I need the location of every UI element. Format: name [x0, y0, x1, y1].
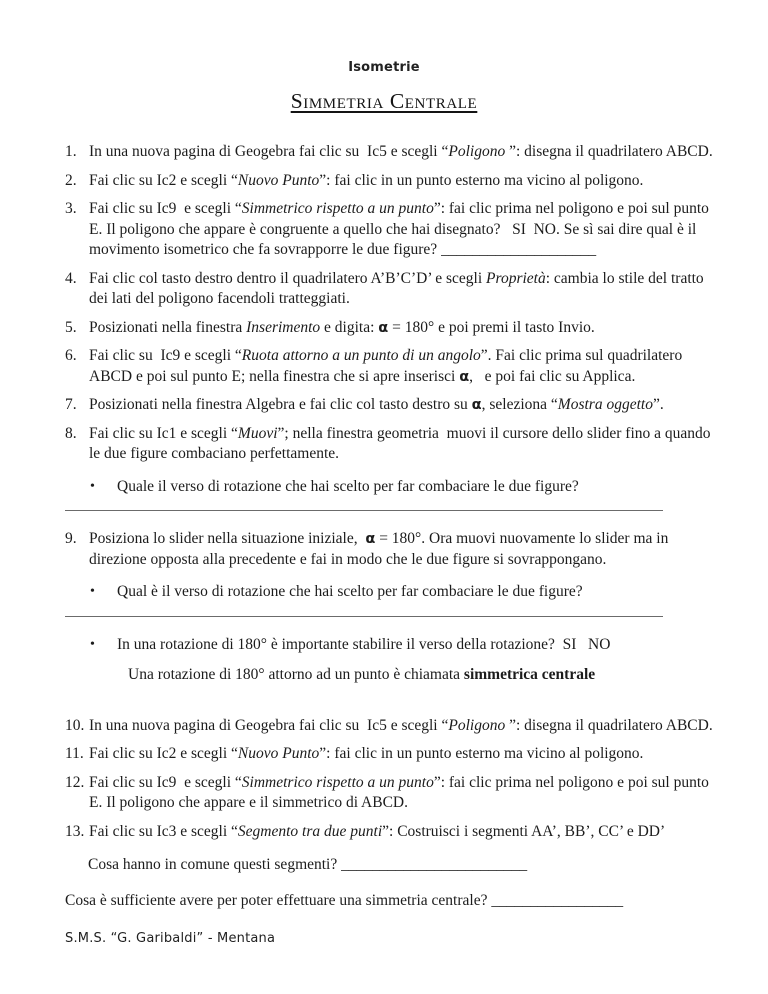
item-text [89, 822, 716, 843]
text-segment: e digita: [320, 318, 379, 336]
text-segment: Inserimento [246, 318, 321, 336]
item-number: 5. [65, 318, 77, 336]
text-segment: Fai clic su Ic1 e scegli “ [89, 424, 238, 442]
answer-line [65, 507, 663, 511]
text-segment: Simmetrico rispetto a un punto [241, 773, 434, 791]
text-segment: ”: fai clic prima nel poligono e poi sul punto E. Il poligono che appare è congruente a quello che hai disegnato? SI NO. Se sì sai dire qual è il movimento isometrico che fa sovrapporre le due figure? ____________________ [89, 200, 709, 258]
text-segment: Muovi [237, 424, 278, 442]
numbered-item [65, 773, 716, 814]
section-gap [65, 686, 716, 716]
item-number: 9. [65, 530, 77, 547]
bullet-item [65, 477, 716, 498]
text-segment: Qual è il verso di rotazione che hai scelto per far combaciare le due figure? [117, 583, 583, 600]
item-number: 2. [65, 171, 77, 189]
text-segment: ”: disegna il quadrilatero ABCD. [509, 716, 713, 734]
paragraph [65, 665, 716, 686]
alpha-symbol: α [378, 319, 389, 336]
item-number: 13. [65, 822, 85, 840]
text-segment: Quale il verso di rotazione che hai scelto per far combaciare le due figure? [117, 477, 579, 495]
text-segment: Fai clic su Ic9 e scegli “ [89, 773, 242, 791]
text-segment: Poligono [448, 143, 510, 160]
numbered-item [65, 142, 716, 163]
text-segment: Posizionati nella finestra Algebra e fai clic col tasto destro su [89, 396, 472, 413]
doc-header: Isometrie [348, 60, 420, 75]
item-text [89, 171, 716, 192]
paragraph [65, 891, 716, 912]
text-segment: Simmetrico rispetto a un punto [241, 200, 434, 217]
text-segment: = 180°. Ora muovi nuovamente lo slider ma in direzione opposta alla precedente e fai in modo che le due figure si sovrappongano. [89, 530, 669, 568]
bullet-text [117, 477, 716, 498]
text-segment: Posiziona lo slider nella situazione iniziale, [89, 530, 366, 547]
numbered-item [65, 395, 716, 416]
bullet-text [117, 582, 716, 603]
item-text [89, 424, 716, 465]
alpha-symbol: α [471, 397, 482, 413]
text-segment: ”; nella finestra geometria muovi il cursore dello slider fino a quando le due figure combaciano perfettamente. [89, 424, 711, 462]
item-number: 3. [65, 200, 77, 217]
text-segment: ”. Fai clic prima sul quadrilatero ABCD e poi sul punto E; nella finestra che si apre inserisci [89, 347, 683, 385]
text-segment: ”. [652, 396, 664, 413]
item-number: 4. [65, 269, 77, 287]
numbered-item [65, 346, 716, 387]
paragraph [65, 855, 716, 876]
item-text [89, 773, 716, 814]
numbered-item [65, 318, 716, 339]
text-segment: Posizionati nella finestra [89, 318, 247, 336]
item-text [89, 529, 716, 570]
numbered-item [65, 529, 716, 570]
text-segment: Fai clic su Ic9 e scegli “ [89, 200, 242, 217]
page-title: Simmetria Centrale [290, 88, 478, 113]
numbered-item [65, 822, 716, 843]
text-segment: : cambia lo stile del tratto dei lati del poligono facendoli tratteggiati. [89, 269, 704, 307]
numbered-item [65, 424, 716, 465]
bullet-icon: • [90, 584, 95, 599]
text-segment: In una nuova pagina di Geogebra fai clic su Ic5 e scegli “ [89, 143, 449, 160]
text-segment: Cosa hanno in comune questi segmenti? ________________________ [88, 856, 528, 873]
bullet-icon: • [90, 636, 95, 652]
item-text [89, 318, 716, 339]
item-number: 12. [65, 773, 85, 791]
doc-footer: S.M.S. “G. Garibaldi” - Mentana [65, 931, 276, 946]
document-body [65, 142, 716, 911]
item-number: 6. [65, 347, 77, 364]
text-segment: Mostra oggetto [557, 396, 653, 413]
text-segment: In una nuova pagina di Geogebra fai clic su Ic5 e scegli “ [89, 716, 449, 734]
text-segment: simmetrica centrale [463, 666, 596, 683]
text-segment: Fai clic su Ic9 e scegli “ [89, 347, 242, 364]
text-segment: Una rotazione di 180° attorno ad un punto è chiamata [128, 666, 464, 683]
bullet-item [65, 582, 716, 603]
item-text [89, 744, 716, 765]
text-segment: Ruota attorno a un punto di un angolo [241, 347, 481, 364]
text-segment: In una rotazione di 180° è importante stabilire il verso della rotazione? SI NO [117, 635, 611, 653]
text-segment: Nuovo Punto [237, 745, 320, 762]
item-text [89, 346, 716, 387]
text-segment: Fai clic su Ic3 e scegli “ [89, 822, 238, 840]
text-segment: Fai clic col tasto destro dentro il quadrilatero A’B’C’D’ e scegli [89, 269, 487, 287]
numbered-item [65, 716, 716, 737]
text-segment: Proprietà [486, 269, 546, 287]
item-number: 1. [65, 143, 77, 160]
text-segment: Fai clic su Ic2 e scegli “ [89, 745, 238, 762]
item-number: 7. [65, 396, 77, 413]
bullet-text [117, 635, 716, 656]
text-segment: Fai clic su Ic2 e scegli “ [89, 171, 238, 189]
text-segment: ”: fai clic in un punto esterno ma vicino al poligono. [319, 745, 644, 762]
text-segment: , seleziona “ [481, 396, 558, 413]
numbered-item [65, 269, 716, 310]
numbered-item [65, 171, 716, 192]
alpha-symbol: α [365, 531, 376, 547]
item-text [89, 199, 716, 261]
item-number: 10. [65, 716, 85, 734]
text-segment: ”: fai clic in un punto esterno ma vicino al poligono. [319, 171, 644, 189]
item-text [89, 716, 716, 737]
text-segment: , e poi fai clic su Applica. [469, 367, 636, 385]
text-segment: Segmento tra due punti [237, 822, 383, 840]
item-text [89, 142, 716, 163]
text-segment: ”: disegna il quadrilatero ABCD. [509, 143, 713, 160]
text-segment: = 180° e poi premi il tasto Invio. [388, 318, 595, 336]
item-number: 8. [65, 424, 77, 442]
text-segment: Nuovo Punto [237, 171, 320, 189]
text-segment: ”: Costruisci i segmenti AA’, BB’, CC’ e DD’ [382, 822, 666, 840]
item-number: 11. [65, 745, 84, 762]
numbered-item [65, 199, 716, 261]
item-text [89, 269, 716, 310]
text-segment: ”: fai clic prima nel poligono e poi sul punto E. Il poligono che appare e il simmetrico di ABCD. [89, 773, 709, 811]
bullet-icon: • [90, 478, 95, 494]
answer-line [65, 613, 663, 617]
item-text [89, 395, 716, 416]
numbered-item [65, 744, 716, 765]
alpha-symbol: α [459, 368, 470, 385]
text-segment: Cosa è sufficiente avere per poter effettuare una simmetria centrale? _________________ [65, 891, 624, 909]
bullet-item [65, 635, 716, 656]
text-segment: Poligono [448, 716, 510, 734]
